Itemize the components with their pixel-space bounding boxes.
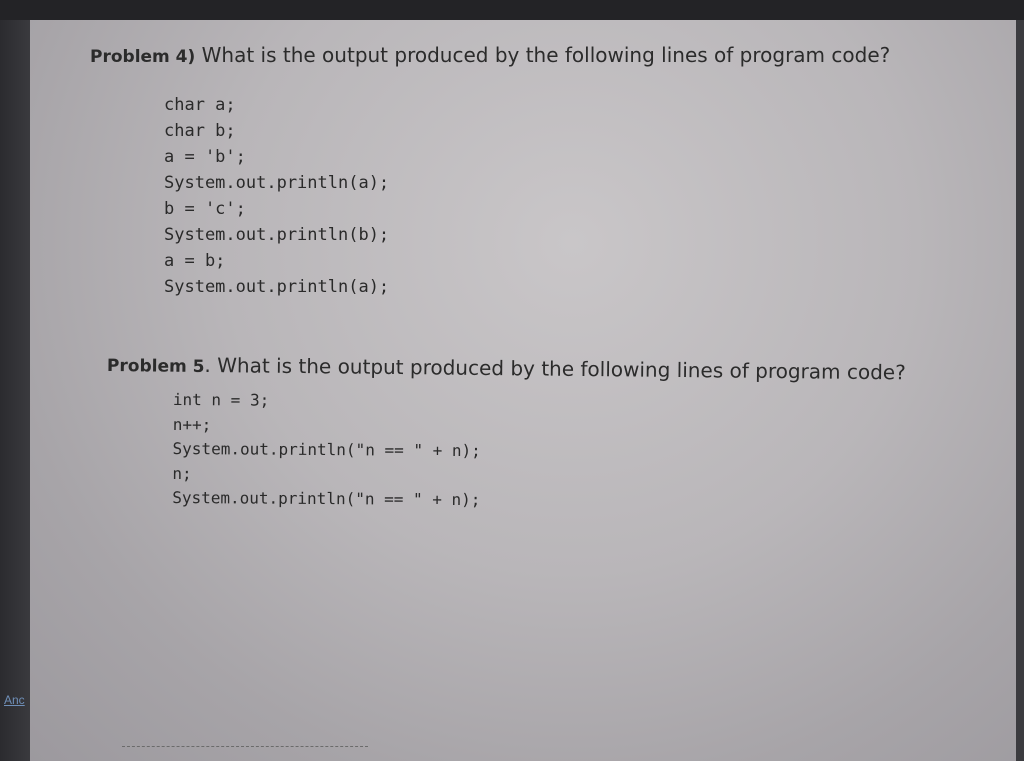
problem-5-question: . What is the output produced by the following lines of program code?	[204, 353, 906, 385]
code-line: System.out.println(a);	[164, 277, 390, 297]
worksheet-photo	[30, 20, 1016, 761]
code-line: a = 'b';	[164, 147, 246, 167]
code-line: a = b;	[164, 251, 226, 271]
problem-5-code-block	[172, 388, 481, 513]
code-line: System.out.println("n == " + n);	[172, 438, 481, 461]
edge-link-text[interactable]: Anc	[4, 693, 25, 707]
answer-line	[122, 746, 368, 747]
code-line: b = 'c';	[164, 199, 246, 219]
left-background-margin	[0, 20, 30, 761]
right-background-margin	[1016, 20, 1024, 761]
code-line: char a;	[164, 95, 236, 115]
problem-5-heading	[107, 352, 906, 384]
code-line: int n = 3;	[172, 389, 270, 410]
problem-4-question: What is the output produced by the following lines of program code?	[201, 43, 891, 67]
code-line: char b;	[164, 121, 236, 141]
problem-4-code-block	[164, 92, 389, 300]
top-dark-strip	[0, 0, 1024, 20]
problem-5-label: Problem 5	[106, 356, 205, 378]
code-line: System.out.println(b);	[164, 225, 390, 245]
code-line: System.out.println(a);	[164, 173, 390, 193]
code-line: System.out.println("n == " + n);	[172, 487, 481, 510]
problem-4-label: Problem 4)	[90, 47, 196, 67]
code-line: n++;	[172, 414, 212, 434]
problem-4-heading	[90, 43, 890, 67]
code-line: n;	[172, 463, 192, 483]
